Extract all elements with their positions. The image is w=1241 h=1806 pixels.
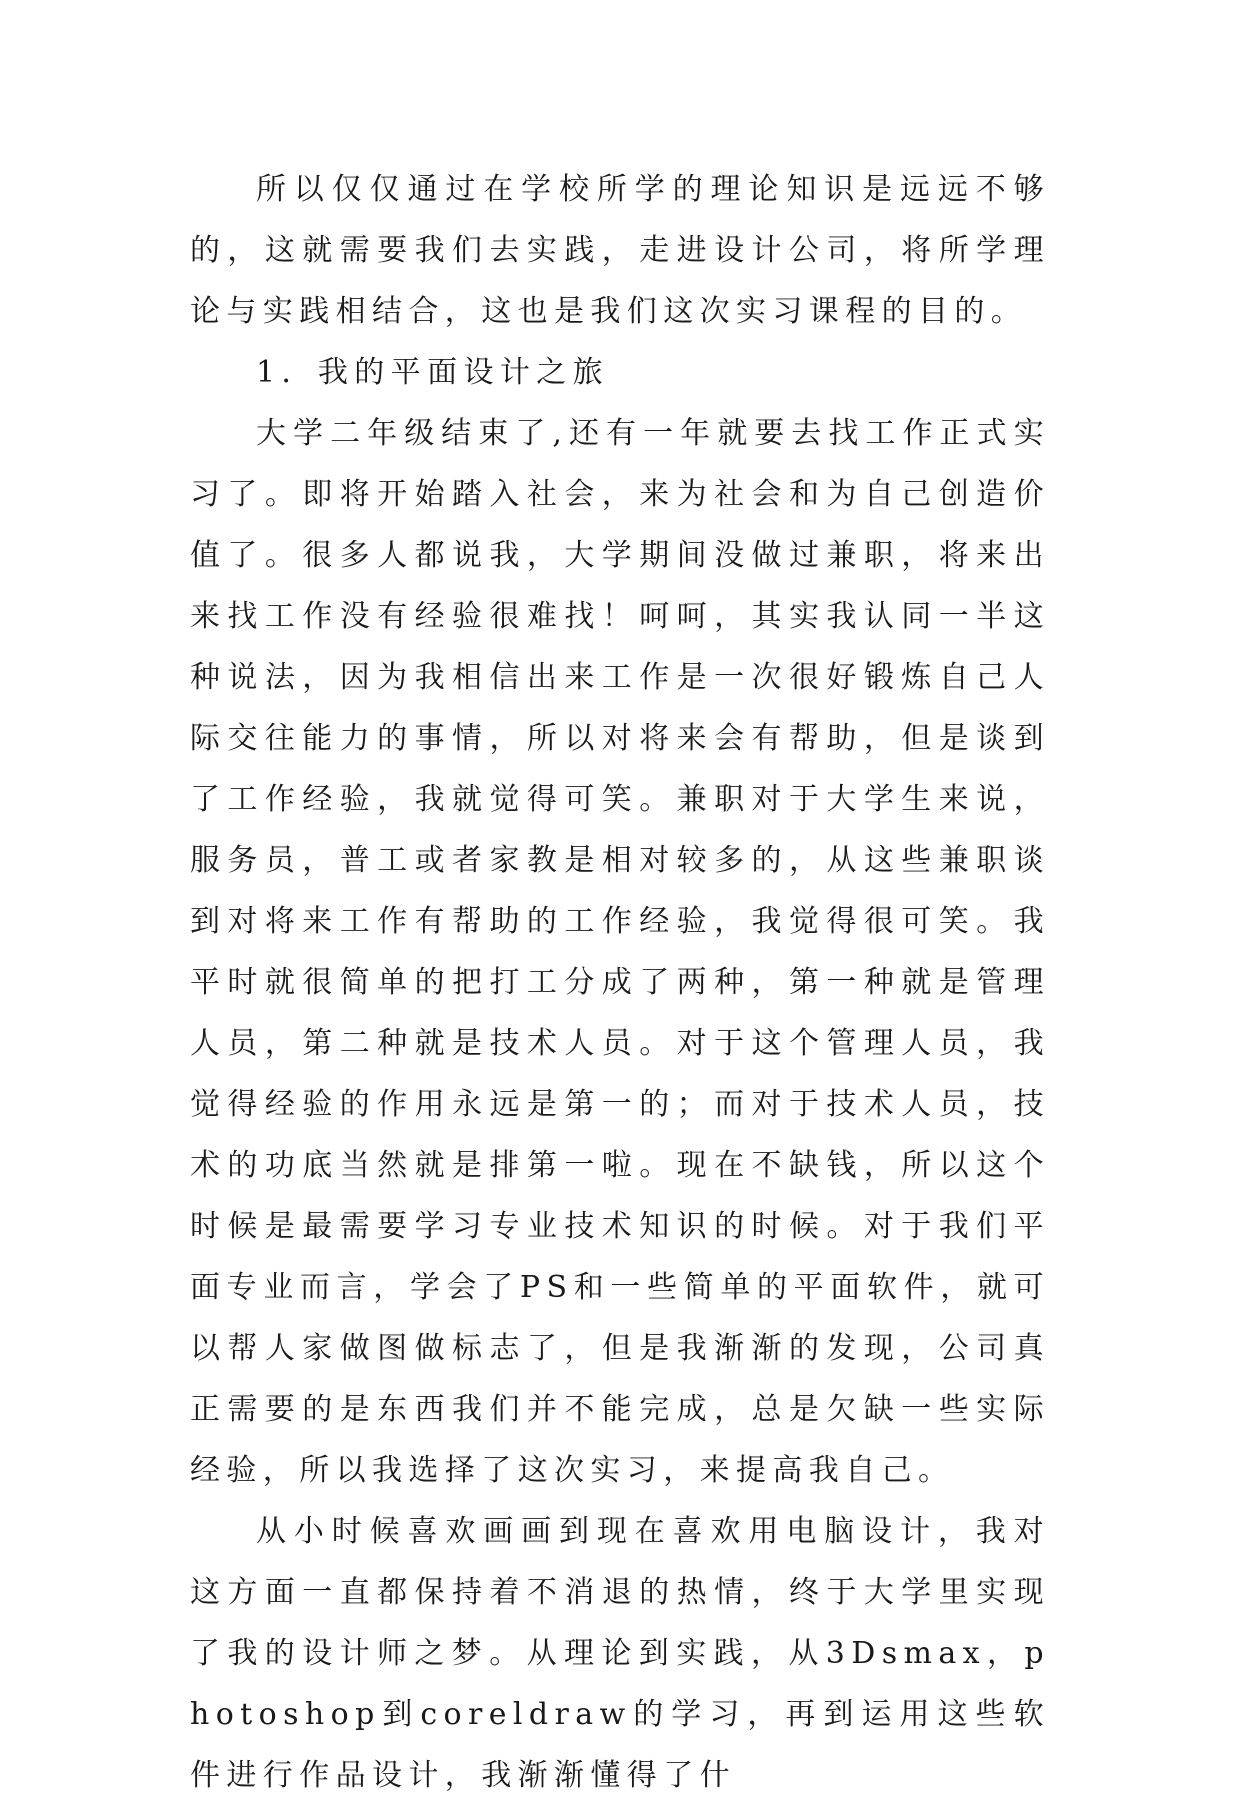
document-body <box>190 159 1050 1806</box>
paragraph-intro: 所以仅仅通过在学校所学的理论知识是远远不够的，这就需要我们去实践，走进设计公司，将所学理论与实践相结合，这也是我们这次实习课程的目的。 <box>190 172 1050 329</box>
section-heading: 1．我的平面设计之旅 <box>256 355 610 390</box>
paragraph-internship: 大学二年级结束了,还有一年就要去找工作正式实习了。即将开始踏入社会，来为社会和为自己创造价值了。很多人都说我，大学期间没做过兼职，将来出来找工作没有经验很难找！呵呵，其实我认同一半这种说法，因为我相信出来工作是一次很好锻炼自己人际交往能力的事情，所以对将来会有帮助，但是谈到了工作经验，我就觉得可笑。兼职对于大学生来说，服务员，普工或者家教是相对较多的，从这些兼职谈到对将来工作有帮助的工作经验，我觉得很可笑。我平时就很简单的把打工分成了两种，第一种就是管理人员，第二种就是技术人员。对于这个管理人员，我觉得经验的作用永远是第一的；而对于技术人员，技术的功底当然就是排第一啦。现在不缺钱，所以这个时候是最需要学习专业技术知识的时候。对于我们平面专业而言，学会了PS和一些简单的平面软件，就可以帮人家做图做标志了，但是我渐渐的发现，公司真正需要的是东西我们并不能完成，总是欠缺一些实际经验，所以我选择了这次实习，来提高我自己。 <box>190 416 1050 1488</box>
paragraph-design-journey: 从小时候喜欢画画到现在喜欢用电脑设计，我对这方面一直都保持着不消退的热情，终于大学里实现了我的设计师之梦。从理论到实践，从3Dsmax，photoshop到coreldraw的学习，再到运用这些软件进行作品设计，我渐渐懂得了什 <box>190 1514 1050 1793</box>
